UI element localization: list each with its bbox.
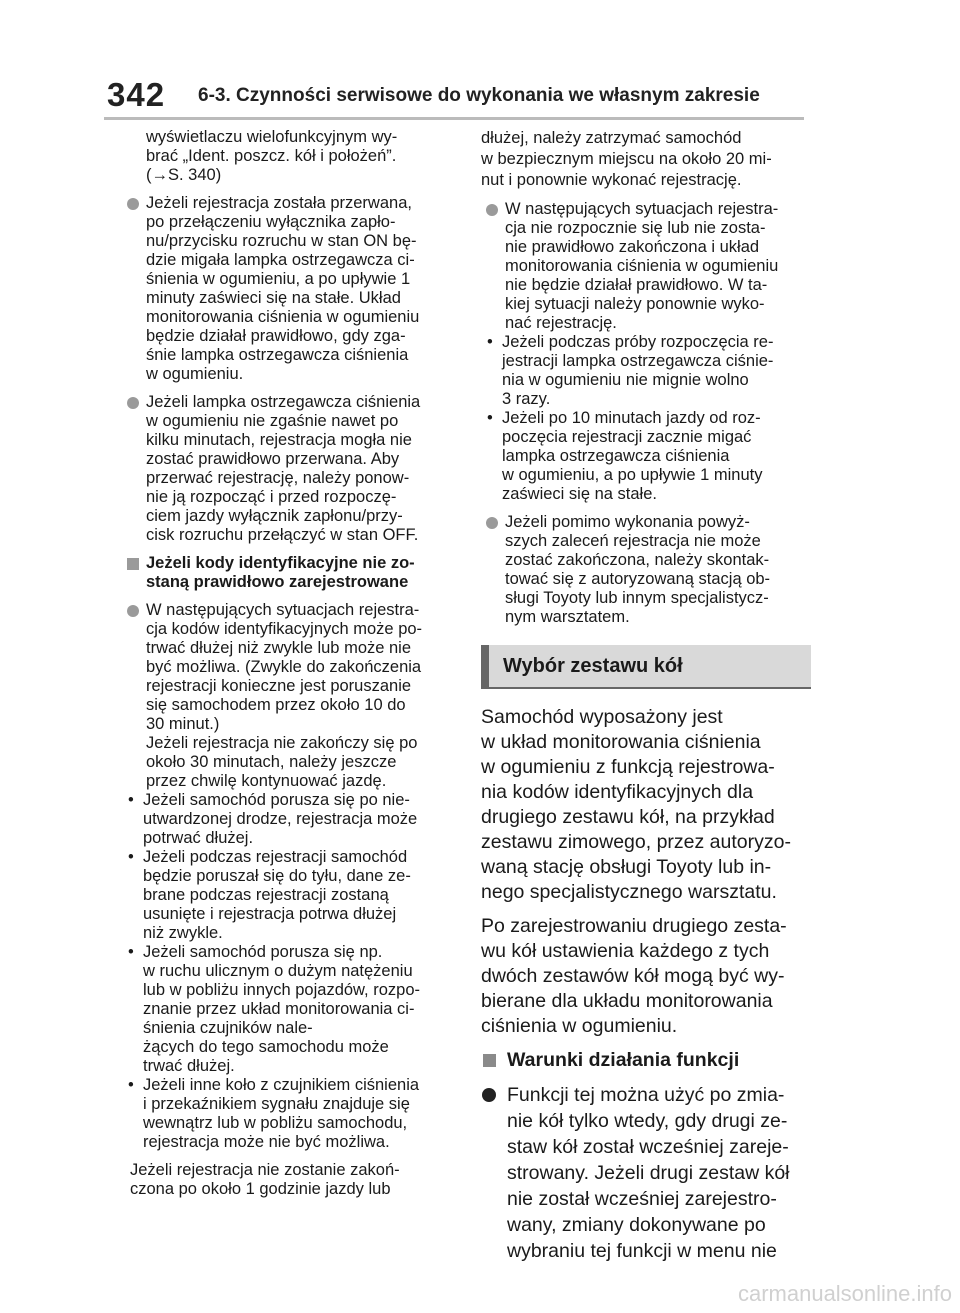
text-line: drugiego zestawu kół, na przykład <box>481 806 775 828</box>
text-line: Jeżeli rejestracja została przerwana, <box>146 194 412 212</box>
right-paragraph-1 <box>481 705 811 905</box>
left-intro <box>122 128 462 185</box>
text-line: dłużej, należy zatrzymać samochód <box>481 129 742 147</box>
right-bullet <box>481 409 811 504</box>
text-line: nie będzie działał prawidłowo. W ta- <box>505 276 768 294</box>
watermark: carmanualsonline.info <box>737 1281 952 1306</box>
text-line: zaświeci się na stałe. <box>502 485 657 503</box>
text-line: wyświetlaczu wielofunkcyjnym wy- <box>146 128 398 146</box>
right-note-situations <box>481 200 811 333</box>
gray-square-icon <box>483 1054 496 1067</box>
left-bullet <box>122 791 462 848</box>
left-column <box>122 128 462 1199</box>
text-line: nie prawidłowo zakończona i układ <box>505 238 760 256</box>
text-line: W następujących sytuacjach rejestra- <box>505 200 779 218</box>
text-line: lampka ostrzegawcza ciśnienia <box>502 447 730 465</box>
text-line: będzie poruszał się do tyłu, dane ze- <box>143 867 411 885</box>
section-heading: Wybór zestawu kół <box>481 645 811 689</box>
text-line: śnie lampka ostrzegawcza ciśnienia <box>146 346 409 364</box>
left-bullet <box>122 943 462 1076</box>
header-rule <box>104 117 804 120</box>
text-line: wewnątrz lub w pobliżu samochodu, <box>143 1114 408 1132</box>
text-line: w układ monitorowania ciśnienia <box>481 731 761 753</box>
text-line: potrwać dłużej. <box>143 829 254 847</box>
text-line: nie kół tylko wtedy, gdy drugi ze- <box>507 1110 788 1132</box>
text-line: szych zaleceń rejestracja nie może <box>505 532 761 550</box>
page-header <box>0 0 960 120</box>
text-line: Funkcji tej można użyć po zmia- <box>507 1084 785 1106</box>
gray-dot-icon <box>127 397 139 409</box>
text-line: W następujących sytuacjach rejestra- <box>146 601 420 619</box>
text-line: cja kodów identyfikacyjnych może po- <box>146 620 423 638</box>
text-line: usunięte i rejestracja potrwa dłużej <box>143 905 397 923</box>
text-line: nym warsztatem. <box>505 608 630 626</box>
right-bullet <box>481 333 811 409</box>
text-line: żących do tego samochodu może <box>143 1038 389 1056</box>
text-line: Jeżeli rejestracja nie zostanie zakoń- <box>130 1161 400 1179</box>
bullet-icon: • <box>487 333 493 351</box>
text-line: w ogumieniu, a po upływie 1 minuty <box>502 466 763 484</box>
text-line: wu kół ustawienia każdego z tych <box>481 940 770 962</box>
text-line: wybraniu tej funkcji w menu nie <box>507 1240 777 1262</box>
text-line: sługi Toyoty lub innym specjalistycz- <box>505 589 769 607</box>
text-line: staną prawidłowo zarejestrowane <box>146 573 409 591</box>
gray-dot-icon <box>127 605 139 617</box>
text-line: zostać prawidłowo przerwana. Aby <box>146 450 400 468</box>
text-line: przez chwilę kontynuować jazdę. <box>146 772 387 790</box>
text-line: Jeżeli kody identyfikacyjne nie zo- <box>146 554 415 572</box>
text-line: 3 razy. <box>502 390 551 408</box>
text-line: zostać zakończona, należy skontak- <box>505 551 770 569</box>
text-line: będzie działał prawidłowo, gdy zga- <box>146 327 406 345</box>
text-line: nia w ogumieniu nie mignie wolno <box>502 371 749 389</box>
text-line: staw kół został wcześniej zareje- <box>507 1136 789 1158</box>
text-line: lub w pobliżu innych pojazdów, rozpo- <box>143 981 420 999</box>
text-line: Jeżeli inne koło z czujnikiem ciśnienia <box>143 1076 420 1094</box>
text-line: Jeżeli lampka ostrzegawcza ciśnienia <box>146 393 421 411</box>
text-line: być możliwa. (Zwykle do zakończenia <box>146 658 422 676</box>
text-line: śnienia w ogumieniu, a po upływie 1 <box>146 270 411 288</box>
text-line: brać „Ident. poszcz. kół i położeń”. <box>146 147 397 165</box>
text-line: waną stację obsługi Toyoty lub in- <box>481 856 772 878</box>
text-line: wany, zmiany dokonywane po <box>507 1214 766 1236</box>
left-note-situations <box>122 601 462 791</box>
text-line: utwardzonej drodze, rejestracja może <box>143 810 418 828</box>
left-bullet <box>122 848 462 943</box>
text-line: znanie przez układ monitorowania ci- <box>143 1000 415 1018</box>
text-line: nut i ponownie wykonać rejestrację. <box>481 171 742 189</box>
bullet-icon: • <box>128 1076 134 1094</box>
text-line: jestracji lampka ostrzegawcza ciśnie- <box>502 352 774 370</box>
text-line: monitorowania ciśnienia w ogumieniu <box>505 257 779 275</box>
text-line: Jeżeli po 10 minutach jazdy od roz- <box>502 409 761 427</box>
text-line: kiej sytuacji należy ponownie wyko- <box>505 295 765 313</box>
text-line: Jeżeli podczas rejestracji samochód <box>143 848 408 866</box>
text-line: niż zwykle. <box>143 924 223 942</box>
black-dot-icon <box>482 1088 496 1102</box>
text-line: dzie migała lampka ostrzegawcza ci- <box>146 251 415 269</box>
text-line: w ogumieniu nie zgaśnie nawet po <box>146 412 399 430</box>
text-line: czona po około 1 godzinie jazdy lub <box>130 1180 391 1198</box>
text-line: nu/przycisku rozruchu w stan ON bę- <box>146 232 417 250</box>
left-note-registration-interrupted <box>122 194 462 384</box>
text-line: minuty zaświeci się na stałe. Układ <box>146 289 401 307</box>
text-line: poczęcia rejestracji zacznie migać <box>502 428 752 446</box>
left-note-warning-lamp <box>122 393 462 545</box>
text-line: tować się z autoryzowaną stacją ob- <box>505 570 771 588</box>
text-line: cja nie rozpocznie się lub nie zosta- <box>505 219 766 237</box>
text-line: kilku minutach, rejestracja mogła nie <box>146 431 412 449</box>
text-line: zestawu zimowego, przez autoryzo- <box>481 831 791 853</box>
text-line: Jeżeli samochód porusza się po nie- <box>143 791 410 809</box>
left-outro <box>122 1161 462 1199</box>
page-number: 342 <box>107 76 166 113</box>
section-title: 6-3. Czynności serwisowe do wykonania we własnym zakresie <box>198 85 760 106</box>
left-subheading <box>122 554 462 592</box>
text-line: i przekaźnikiem sygnału znajduje się <box>143 1095 410 1113</box>
text-line: cisk rozruchu przełączyć w stan OFF. <box>146 526 419 544</box>
gray-square-icon <box>127 558 139 570</box>
text-line: Jeżeli pomimo wykonania powyż- <box>505 513 750 531</box>
right-note-contact-service <box>481 513 811 627</box>
text-line: nia kodów identyfikacyjnych dla <box>481 781 754 803</box>
text-line: Samochód wyposażony jest <box>481 706 723 728</box>
right-subheading <box>481 1048 811 1073</box>
text-line: ciem jazdy wyłącznik zapłonu/przy- <box>146 507 403 525</box>
text-line: Jeżeli samochód porusza się np. <box>143 943 383 961</box>
bullet-icon: • <box>128 791 134 809</box>
text-line: w ogumieniu. <box>146 365 244 383</box>
text-line: Po zarejestrowaniu drugiego zesta- <box>481 915 787 937</box>
text-line: nie został wcześniej zarejestro- <box>507 1188 777 1210</box>
gray-dot-icon <box>127 198 139 210</box>
text-line: ciśnienia w ogumieniu. <box>481 1015 678 1037</box>
text-line: śnienia czujników nale- <box>143 1019 313 1037</box>
text-line: nego specjalistycznego warsztatu. <box>481 881 777 903</box>
left-bullet <box>122 1076 462 1152</box>
gray-dot-icon <box>486 204 498 216</box>
text-line: rejestracji konieczne jest poruszanie <box>146 677 412 695</box>
text-line: trwać dłużej niż zwykle lub może nie <box>146 639 412 657</box>
text-line: monitorowania ciśnienia w ogumieniu <box>146 308 420 326</box>
text-line: po przełączeniu wyłącznika zapło- <box>146 213 396 231</box>
bullet-icon: • <box>128 943 134 961</box>
text-line: w ruchu ulicznym o dużym natężeniu <box>143 962 413 980</box>
text-line: rejestracja może nie być możliwa. <box>143 1133 390 1151</box>
bullet-icon: • <box>128 848 134 866</box>
text-line: Warunki działania funkcji <box>507 1049 740 1071</box>
text-line: trwać dłużej. <box>143 1057 235 1075</box>
right-intro <box>481 128 811 191</box>
right-paragraph-2 <box>481 914 811 1039</box>
bullet-icon: • <box>487 409 493 427</box>
text-line: nie ją rozpocząć i przed rozpoczę- <box>146 488 397 506</box>
text-line: brane podczas rejestracji zostaną <box>143 886 389 904</box>
text-line: 30 minut.) <box>146 715 220 733</box>
text-line: Jeżeli rejestracja nie zakończy się po <box>146 734 418 752</box>
text-line: strowany. Jeżeli drugi zestaw kół <box>507 1162 790 1184</box>
text-line: w ogumieniu z funkcją rejestrowa- <box>481 756 775 778</box>
right-column <box>481 128 811 1264</box>
text-line: się samochodem przez około 10 do <box>146 696 406 714</box>
text-line: bierane dla układu monitorowania <box>481 990 773 1012</box>
text-line: dwóch zestawów kół mogą być wy- <box>481 965 785 987</box>
text-line: (→S. 340) <box>146 166 222 184</box>
text-line: w bezpiecznym miejscu na około 20 mi- <box>481 150 772 168</box>
text-line: około 30 minutach, należy jeszcze <box>146 753 397 771</box>
text-line: nać rejestrację. <box>505 314 617 332</box>
text-line: Jeżeli podczas próby rozpoczęcia re- <box>502 333 774 351</box>
text-line: przerwać rejestrację, należy ponow- <box>146 469 410 487</box>
right-note-function <box>481 1082 811 1264</box>
gray-dot-icon <box>486 517 498 529</box>
